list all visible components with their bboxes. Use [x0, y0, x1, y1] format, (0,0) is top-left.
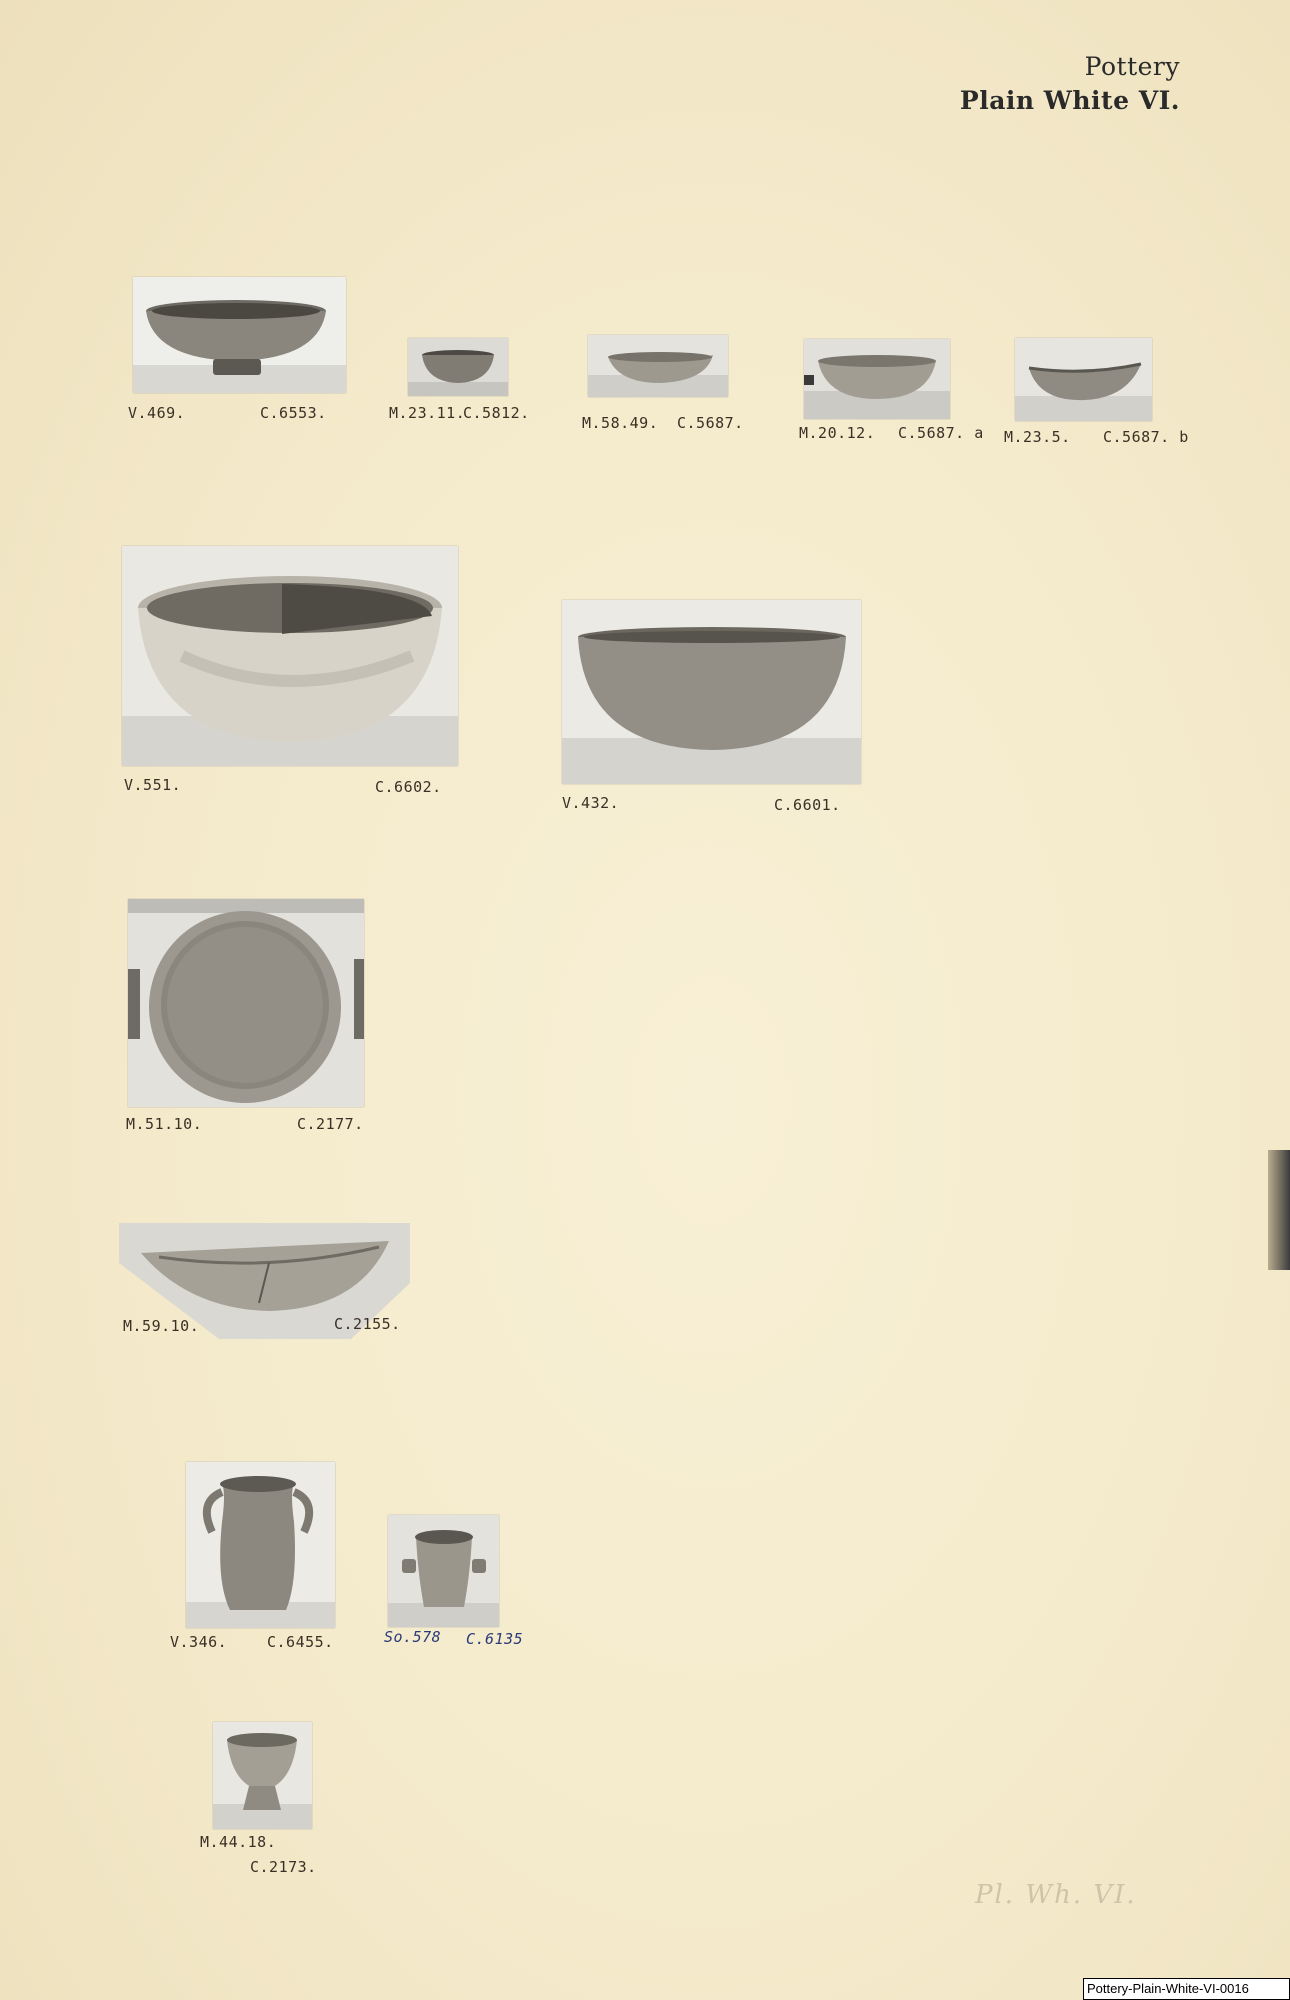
pottery-photo-handled-jar [186, 1462, 335, 1628]
pottery-photo-large-bowl-1 [122, 546, 458, 766]
header-title: Pottery [1084, 52, 1180, 81]
pottery-photo-large-bowl-2 [562, 600, 861, 784]
pottery-photo-bowl-footed [133, 277, 346, 393]
sheet-header [960, 50, 1180, 118]
item-label-right: C.6601. [774, 796, 841, 814]
item-label-left: M.59.10. [123, 1317, 200, 1335]
pottery-photo-shallow-bowl-1 [588, 335, 728, 397]
item-label-left: V.432. [562, 794, 620, 812]
item-label-right: C.5812. [463, 404, 530, 422]
item-label-left: M.44.18. [200, 1833, 277, 1851]
pottery-photo-small-lug-jar [388, 1515, 499, 1627]
item-label-left: M.58.49. [582, 414, 659, 432]
item-label-right: C.6135 [466, 1630, 524, 1648]
pottery-photo-plate [128, 899, 364, 1107]
pottery-photo-shallow-bowl-3 [1015, 338, 1152, 421]
item-label-left: M.23.5. [1004, 428, 1071, 446]
sheet-edge-shadow [1268, 1150, 1290, 1270]
item-label-right: C.6602. [375, 778, 442, 796]
file-caption: Pottery-Plain-White-VI-0016 [1083, 1978, 1290, 2000]
item-label-right: C.2155. [334, 1315, 401, 1333]
header-subtitle: Plain White VI. [959, 86, 1180, 115]
item-label-left: M.23.11. [389, 404, 466, 422]
pottery-photo-footed-cup [213, 1722, 312, 1829]
item-label-left: So.578 [384, 1628, 442, 1646]
item-label-left: M.51.10. [126, 1115, 203, 1133]
item-label-left: V.551. [124, 776, 182, 794]
item-label-right: C.2177. [297, 1115, 364, 1133]
item-label-right: C.5687. [677, 414, 744, 432]
item-label-right: C.5687. a [898, 424, 984, 442]
pottery-photo-bowl-small [408, 338, 508, 396]
item-label-left: M.20.12. [799, 424, 876, 442]
item-label-right: C.6553. [260, 404, 327, 422]
item-label-left: V.469. [128, 404, 186, 422]
pottery-photo-shallow-bowl-2 [804, 339, 950, 419]
item-label-right: C.5687. b [1103, 428, 1189, 446]
item-label-right: C.2173. [250, 1858, 317, 1876]
pencil-annotation: Pl. Wh. VI. [975, 1880, 1137, 1910]
item-label-left: V.346. [170, 1633, 228, 1651]
item-label-right: C.6455. [267, 1633, 334, 1651]
